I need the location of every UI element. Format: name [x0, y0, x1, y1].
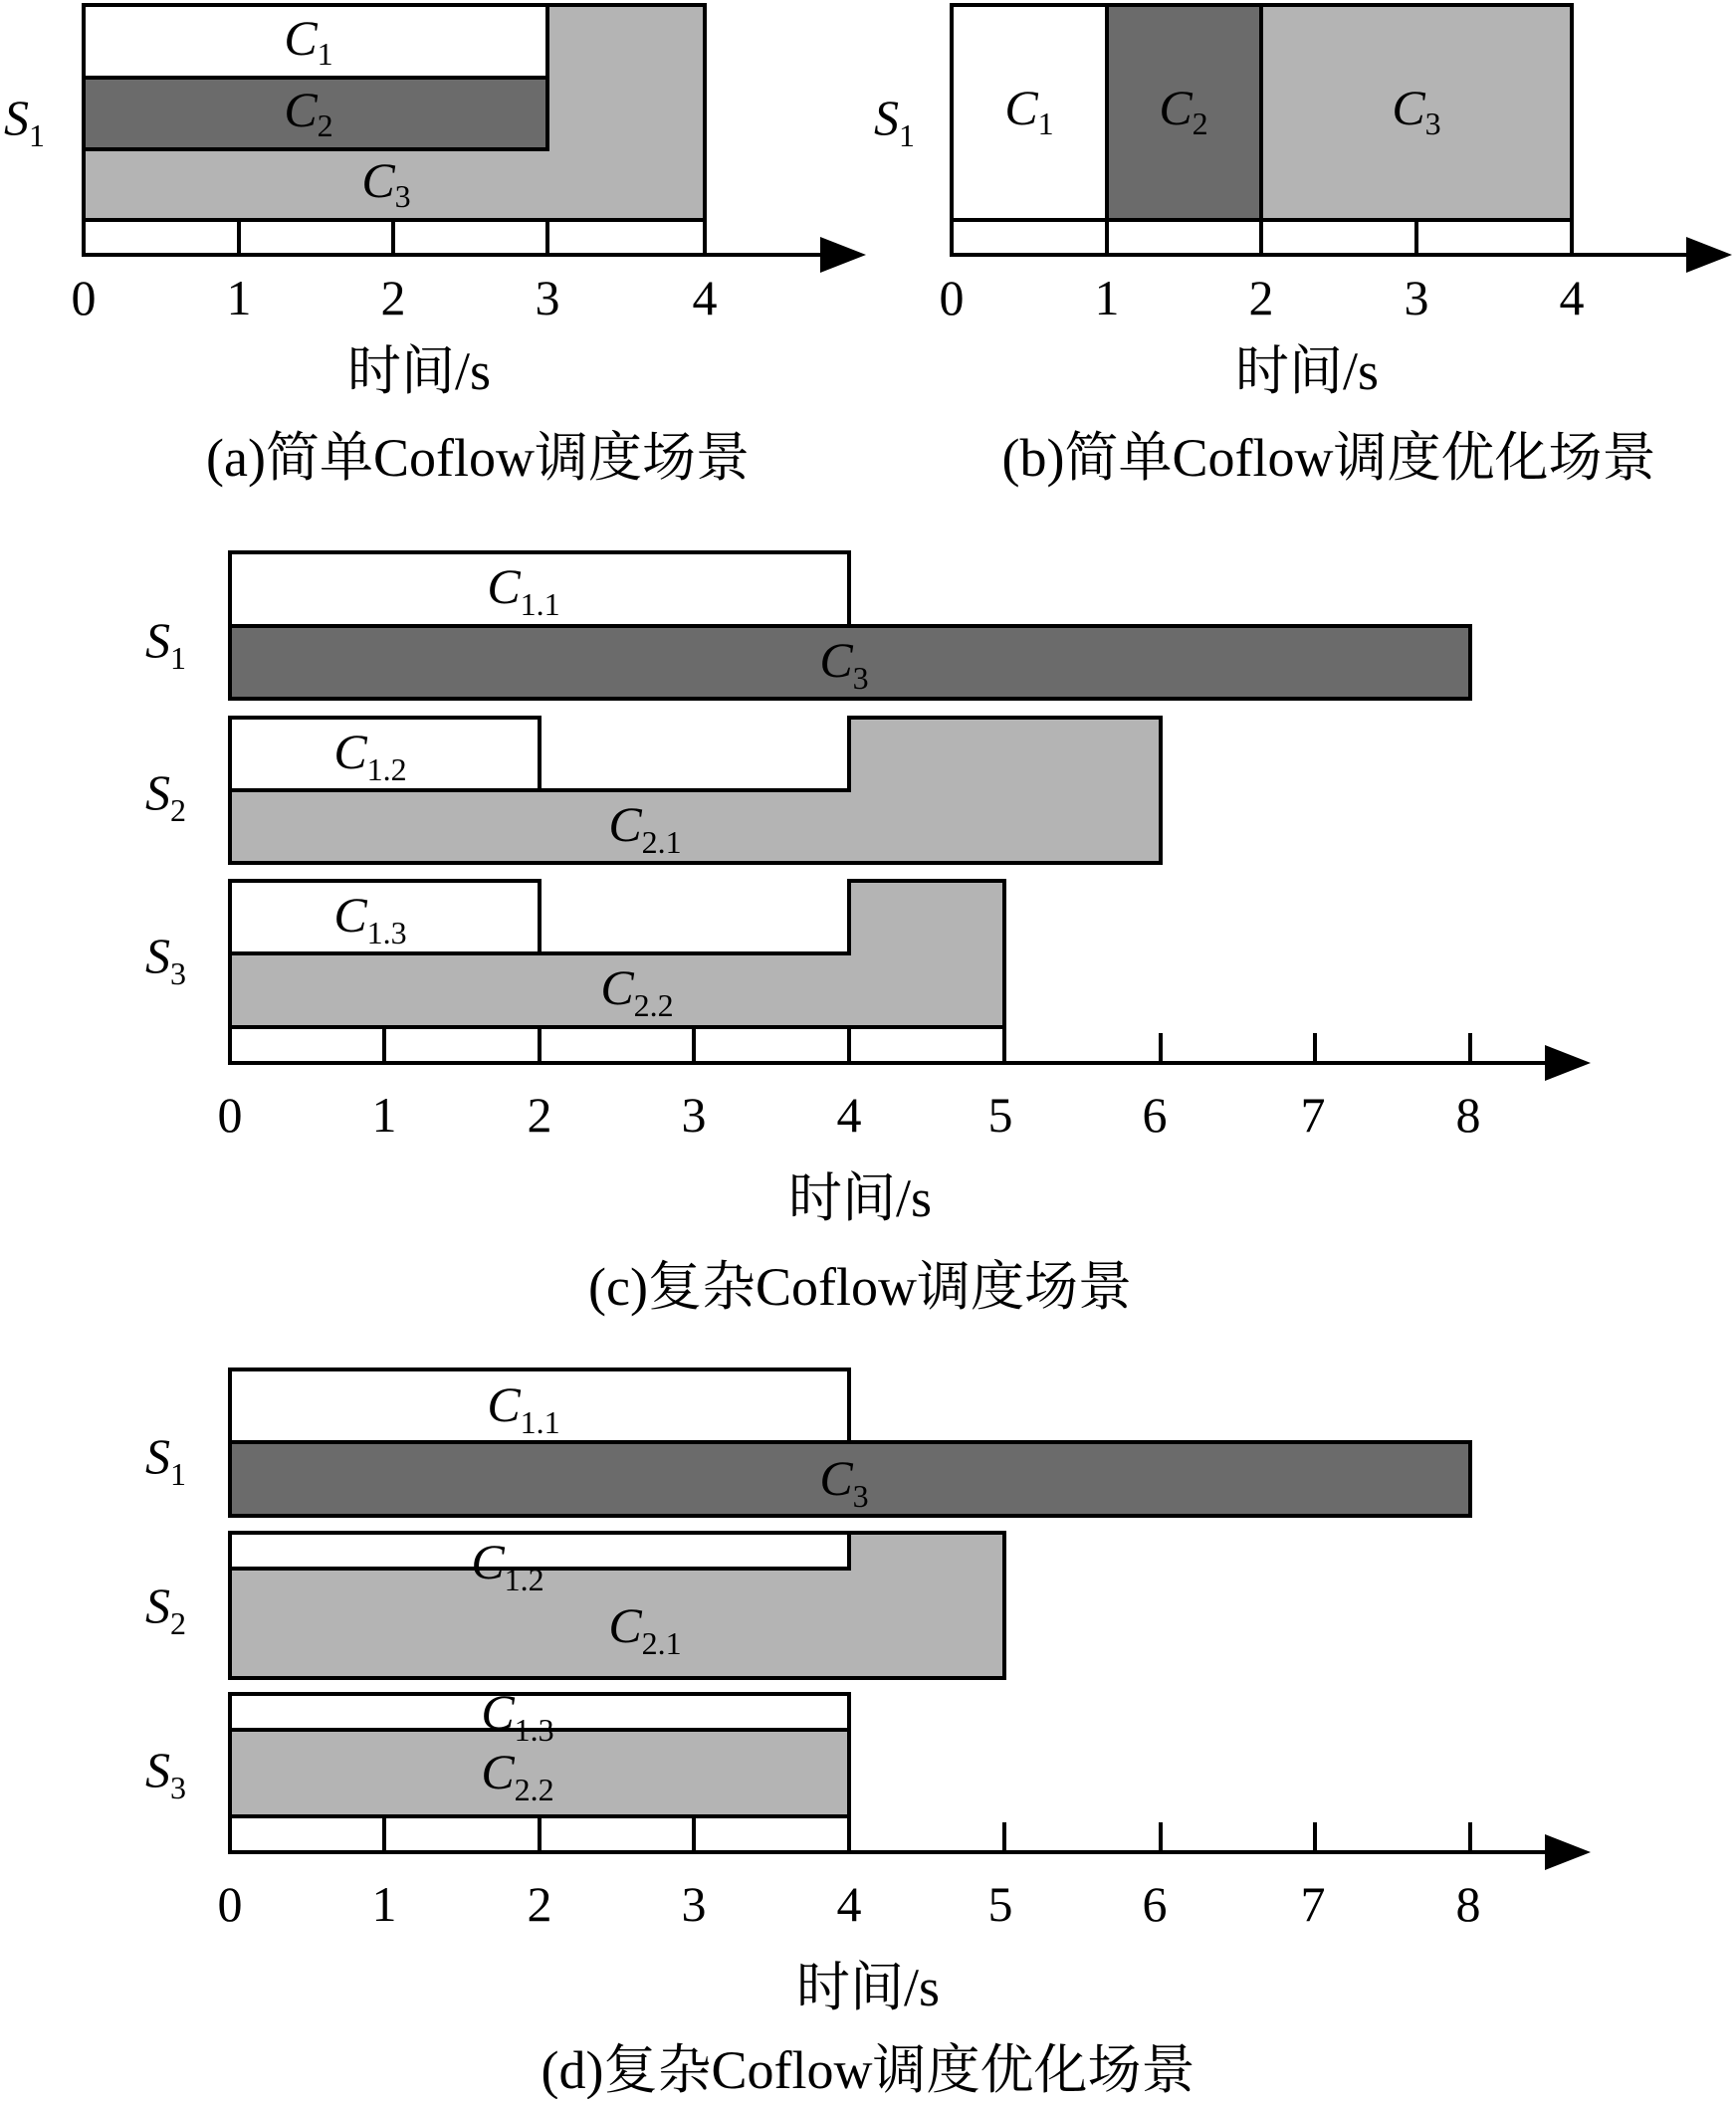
- axis-title-d: 时间/s: [795, 1958, 941, 2017]
- block-label-c-c12: C1.2: [333, 724, 407, 787]
- tick-label-c-1: 1: [371, 1087, 397, 1143]
- tick-label-b-4: 4: [1559, 270, 1585, 325]
- tick-label-a-4: 4: [692, 270, 718, 325]
- row-label-d-s3: S3: [145, 1742, 186, 1805]
- tick-label-b-3: 3: [1404, 270, 1429, 325]
- tick-label-c-5: 5: [987, 1087, 1013, 1143]
- tick-label-d-7: 7: [1300, 1876, 1326, 1932]
- block-label-d-c13: C1.3: [481, 1684, 554, 1748]
- tick-label-a-2: 2: [380, 270, 406, 325]
- panel-d: [145, 1369, 1591, 2099]
- tick-label-c-7: 7: [1300, 1087, 1326, 1143]
- axis-title-b: 时间/s: [1234, 341, 1380, 401]
- caption-d: (d)复杂Coflow调度优化场景: [541, 2040, 1195, 2099]
- panel-a: [4, 5, 866, 488]
- row-label-c-s2: S2: [145, 764, 186, 828]
- block-label-d-c22: C2.2: [481, 1744, 554, 1807]
- tick-label-b-0: 0: [939, 270, 965, 325]
- block-label-d-c3: C3: [819, 1450, 869, 1514]
- axis-title-a: 时间/s: [346, 341, 492, 401]
- tick-label-c-8: 8: [1455, 1087, 1481, 1143]
- row-label-b-s1: S1: [874, 90, 915, 153]
- axis-arrow-a: [820, 237, 866, 273]
- caption-c: (c)复杂Coflow调度场景: [588, 1257, 1132, 1317]
- tick-label-c-2: 2: [527, 1087, 552, 1143]
- tick-label-b-2: 2: [1248, 270, 1274, 325]
- block-label-c-c22: C2.2: [600, 959, 674, 1023]
- axis-arrow-c: [1545, 1045, 1591, 1081]
- tick-label-d-1: 1: [371, 1876, 397, 1932]
- tick-label-a-3: 3: [535, 270, 560, 325]
- tick-label-d-6: 6: [1142, 1876, 1168, 1932]
- block-label-d-c12: C1.2: [471, 1534, 544, 1597]
- tick-label-a-0: 0: [71, 270, 97, 325]
- row-label-a-s1: S1: [4, 90, 45, 153]
- panel-c: [145, 552, 1591, 1317]
- block-label-a-c3: C3: [361, 152, 411, 214]
- tick-label-d-2: 2: [527, 1876, 552, 1932]
- block-label-b-c1: C1: [1004, 80, 1054, 141]
- row-label-c-s3: S3: [145, 928, 186, 991]
- tick-label-c-4: 4: [836, 1087, 862, 1143]
- tick-label-b-1: 1: [1094, 270, 1120, 325]
- tick-label-a-1: 1: [226, 270, 252, 325]
- tick-label-d-5: 5: [987, 1876, 1013, 1932]
- tick-label-d-3: 3: [681, 1876, 707, 1932]
- axis-arrow-b: [1686, 237, 1732, 273]
- block-label-c-c11: C1.1: [487, 558, 560, 622]
- tick-label-c-6: 6: [1142, 1087, 1168, 1143]
- tick-label-d-4: 4: [836, 1876, 862, 1932]
- axis-band-c: [230, 1027, 1004, 1063]
- row-label-d-s1: S1: [145, 1428, 186, 1492]
- block-label-b-c2: C2: [1159, 80, 1208, 141]
- row-label-c-s1: S1: [145, 612, 186, 676]
- tick-label-d-8: 8: [1455, 1876, 1481, 1932]
- block-label-b-c3: C3: [1392, 80, 1441, 141]
- block-label-c-c3: C3: [819, 632, 869, 696]
- tick-label-c-0: 0: [217, 1087, 243, 1143]
- row-label-d-s2: S2: [145, 1578, 186, 1641]
- block-label-c-c13: C1.3: [333, 887, 407, 950]
- caption-a: (a)简单Coflow调度场景: [206, 428, 750, 488]
- block-label-a-c2: C2: [284, 82, 333, 143]
- block-label-a-c1: C1: [284, 10, 333, 72]
- tick-label-d-0: 0: [217, 1876, 243, 1932]
- panel-b: [874, 5, 1732, 488]
- caption-b: (b)简单Coflow调度优化场景: [1001, 428, 1656, 488]
- block-label-c-c21: C2.1: [608, 796, 682, 860]
- axis-title-c: 时间/s: [787, 1168, 933, 1228]
- tick-label-c-3: 3: [681, 1087, 707, 1143]
- block-label-d-c11: C1.1: [487, 1376, 560, 1440]
- axis-arrow-d: [1545, 1834, 1591, 1870]
- block-label-d-c21: C2.1: [608, 1597, 682, 1661]
